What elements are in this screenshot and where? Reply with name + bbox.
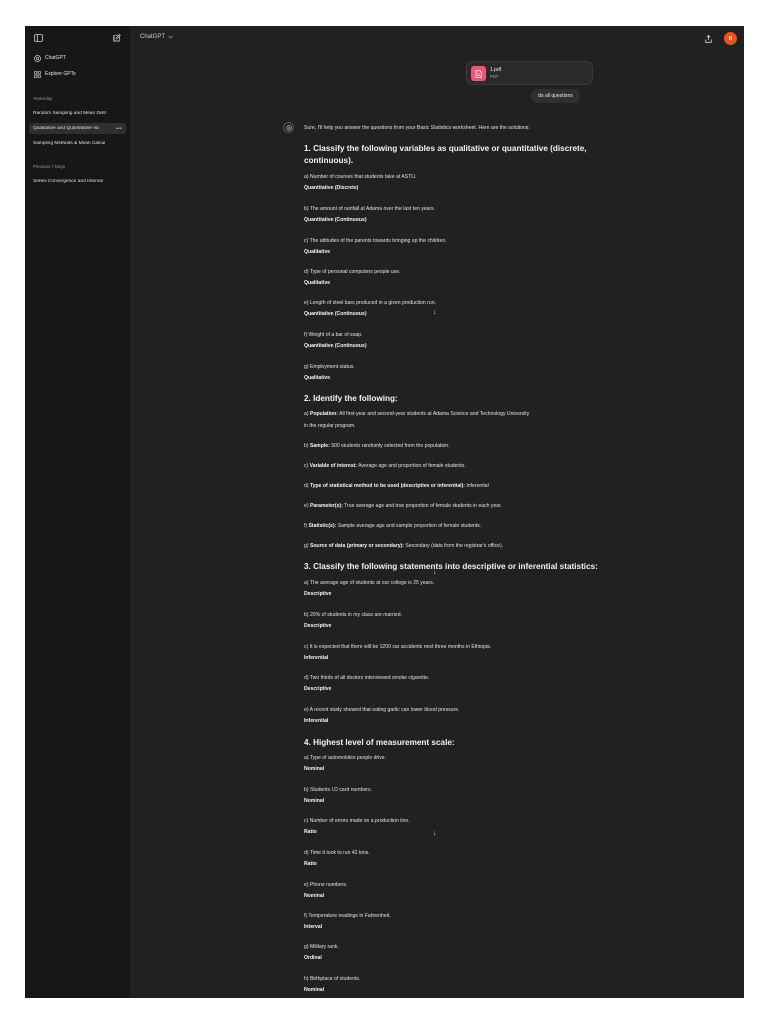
chatgpt-logo-icon (283, 122, 294, 133)
answer: Descriptive (304, 623, 332, 629)
arrow-down-icon[interactable]: ↓ (433, 309, 437, 316)
question: c) Number of errors made on a production line. (304, 818, 410, 824)
question: b) 20% of students in my class are married. (304, 612, 402, 618)
answer: Quantitative (Continuous) (304, 217, 367, 223)
identify-item: e) Parameter(s): True average age and true proportion of female students in each year. (304, 503, 502, 509)
sidebar-chat-item-active[interactable]: Qualitative and Quantitative Va ••• (29, 123, 126, 134)
user-message-bubble: do all questions (531, 89, 580, 103)
chevron-down-icon (168, 35, 173, 39)
question: d) Two thirds of all doctors interviewed smoke cigarette. (304, 675, 430, 681)
toggle-sidebar-button[interactable] (32, 32, 44, 44)
grid-icon (32, 71, 42, 78)
answer: Inferential (304, 718, 329, 724)
more-options-icon[interactable]: ••• (115, 125, 122, 132)
answer: Descriptive (304, 686, 332, 692)
arrow-down-icon[interactable]: ↓ (433, 569, 437, 576)
new-chat-icon (113, 34, 121, 42)
sidebar-section-title: Previous 7 Days (33, 164, 65, 169)
sidebar-chat-item[interactable]: Random Sampling and Mean Distr (33, 111, 107, 116)
identify-item: b) Sample: 500 students randomly selected from the population. (304, 443, 450, 449)
answer: Quantitative (Continuous) (304, 311, 367, 317)
question: g) Employment status. (304, 364, 355, 370)
sidebar-item-label: Explore GPTs (45, 71, 76, 77)
answer: Nominal (304, 766, 325, 772)
answer: Quantitative (Discrete) (304, 185, 359, 191)
attachment-name: 1.pdf (490, 67, 502, 73)
sidebar-item-chatgpt[interactable] (29, 52, 126, 64)
section-heading: 1. Classify the following variables as qualitative or quantitative (discrete, continuous). (304, 144, 587, 165)
chatgpt-logo-icon (32, 55, 42, 62)
question: h) Birthplace of students. (304, 976, 361, 982)
question: b) Students I.D card numbers. (304, 787, 372, 793)
sidebar-toggle-icon (34, 34, 43, 42)
sidebar-item-label: ChatGPT (45, 55, 66, 61)
answer: Nominal (304, 893, 325, 899)
sidebar-chat-item[interactable]: Series Convergence and Interval (33, 179, 103, 184)
question: e) Phone numbers. (304, 882, 348, 888)
answer: Quantitative (Continuous) (304, 343, 367, 349)
question: d) Type of personal computers people use. (304, 269, 401, 275)
answer: Ratio (304, 861, 317, 867)
question: a) Type of automobiles people drive. (304, 755, 387, 761)
answer: Nominal (304, 987, 325, 993)
answer: Qualitative (304, 375, 331, 381)
answer: Qualitative (304, 280, 331, 286)
answer: Ordinal (304, 955, 322, 961)
section-heading: 3. Classify the following statements into descriptive or inferential statistics: (304, 562, 598, 571)
question: e) A recent study showed that eating garlic can lower blood pressure. (304, 707, 460, 713)
question: c) The attitudes of the parents towards bringing up the children. (304, 238, 447, 244)
identify-item: g) Source of data (primary or secondary): Secondary (data from the registrar's office). (304, 543, 504, 549)
answer: Qualitative (304, 249, 331, 255)
question: a) Number of courses that students take at ASTU. (304, 174, 417, 180)
identify-item: a) Population: All first-year and second-year students at Adama Science and Technology University (304, 411, 530, 417)
share-button[interactable] (703, 33, 714, 44)
attachment-type: PDF (490, 74, 499, 79)
identify-item: d) Type of statistical method to be used (descriptive or inferential): Inferential (304, 483, 489, 489)
answer: Ratio (304, 829, 317, 835)
attachment-card[interactable] (466, 61, 593, 85)
sidebar (25, 26, 130, 998)
app-window (25, 26, 744, 998)
identify-item-continued: in the regular program. (304, 423, 356, 429)
answer: Inferential (304, 655, 329, 661)
model-name: ChatGPT (140, 34, 166, 40)
answer: Descriptive (304, 591, 332, 597)
sidebar-item-explore-gpts[interactable] (29, 68, 126, 80)
question: f) Temperature readings in Fahrenheit. (304, 913, 391, 919)
identify-item: f) Statistic(s): Sample average age and sample proportion of female students. (304, 523, 482, 529)
question: e) Length of steel bars produced in a given production run. (304, 300, 436, 306)
new-chat-button[interactable] (111, 32, 123, 44)
main-panel (130, 26, 744, 998)
question: b) The amount of rainfall at Adama over the last ten years. (304, 206, 435, 212)
sidebar-section-title: Yesterday (33, 96, 53, 101)
question: a) The average age of students at our college is 25 years. (304, 580, 435, 586)
section-heading: 2. Identify the following: (304, 394, 398, 403)
share-icon (705, 35, 712, 43)
assistant-intro: Sure, I'll help you answer the questions from your Basic Statistics worksheet. Here are the solutions: (304, 125, 530, 131)
question: c) It is expected that there will be 1200 car accidents next three months in Ethiopia. (304, 644, 492, 650)
pdf-file-icon (471, 66, 486, 81)
question: g) Military rank. (304, 944, 339, 950)
question: d) Time it took to run 42 kms. (304, 850, 370, 856)
arrow-down-icon[interactable]: ↓ (433, 830, 437, 837)
section-heading: 4. Highest level of measurement scale: (304, 738, 455, 747)
sidebar-chat-item[interactable]: Sampling Methods & Mean Calcul (33, 141, 106, 146)
identify-item: c) Variable of interest: Average age and proportion of female students. (304, 463, 466, 469)
question: f) Weight of a bar of soap. (304, 332, 363, 338)
model-selector[interactable] (140, 34, 173, 40)
user-avatar[interactable]: B (724, 32, 737, 45)
answer: Nominal (304, 798, 325, 804)
answer: Interval (304, 924, 323, 930)
